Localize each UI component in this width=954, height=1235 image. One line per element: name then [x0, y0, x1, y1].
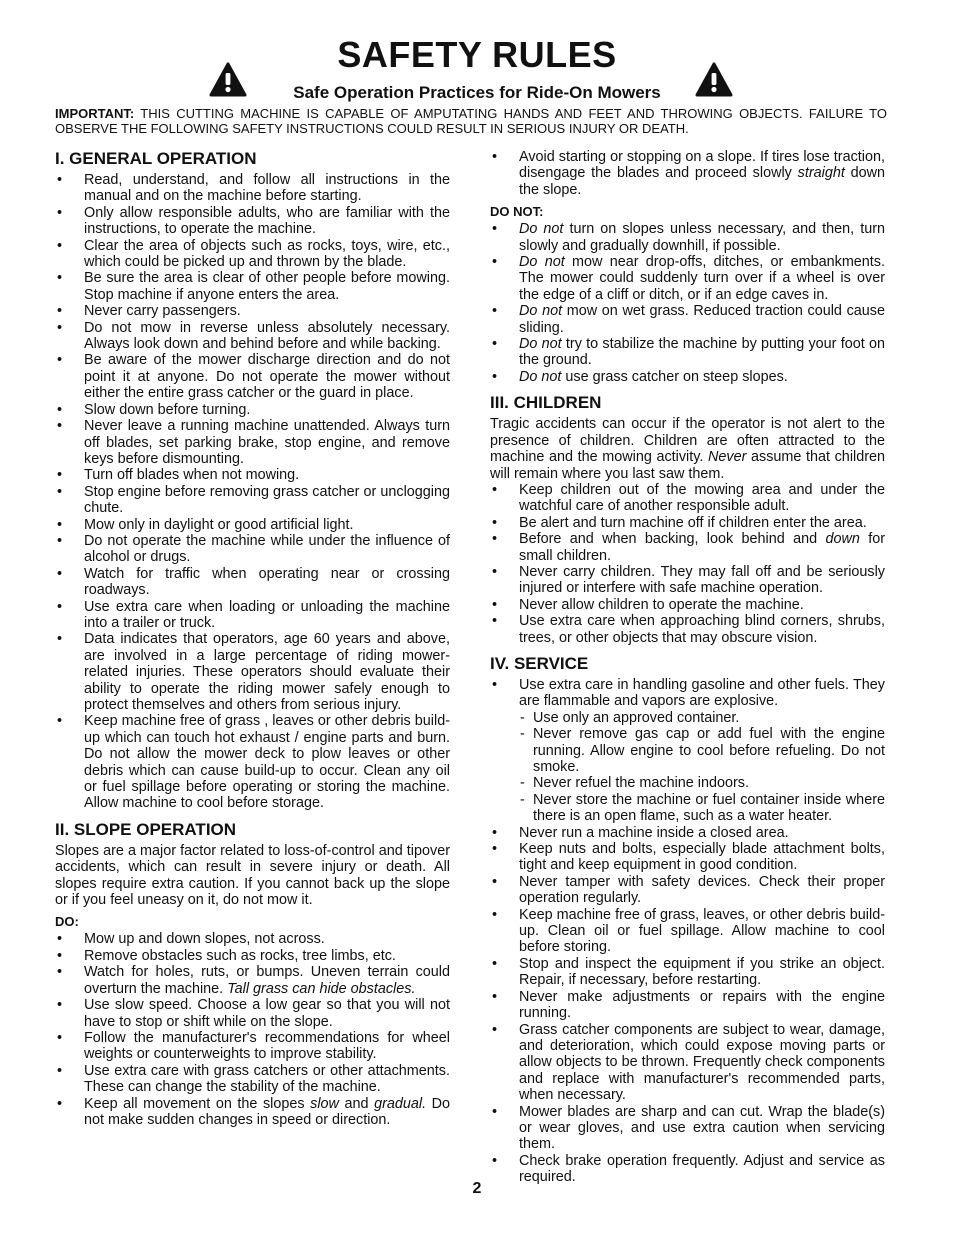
do-not-text: mow on wet grass. Reduced traction could cause sliding. — [519, 303, 885, 336]
page-title: SAFETY RULES — [337, 34, 617, 75]
service-list — [490, 677, 885, 1186]
avoid-text-b: down the slope. — [519, 165, 886, 198]
list-item: • Slow down before turning. — [55, 402, 450, 418]
do-not-text: use grass catcher on steep slopes. — [565, 368, 788, 385]
do-not-text: turn on slopes unless necessary, and then, turn slowly and gradually downhill, if possible. — [519, 221, 885, 254]
do-not-list — [490, 221, 885, 385]
children-intro-a: Tragic accidents can occur if the operator is not alert to the presence of children. Children are often attracted to the machine and the mowing activity. — [490, 416, 885, 466]
list-item: • Use extra care when loading or unloading the machine into a trailer or truck. — [55, 599, 450, 632]
page-number: 2 — [472, 1180, 482, 1197]
list-item: • Never tamper with safety devices. Check their proper operation regularly. — [490, 874, 885, 907]
keep-and: and — [344, 1095, 369, 1112]
list-item — [490, 254, 885, 303]
page-subtitle: Safe Operation Practices for Ride-On Mowers — [293, 83, 661, 102]
list-item — [490, 149, 885, 198]
list-item: • Mow up and down slopes, not across. — [55, 931, 450, 947]
list-item: • Keep machine free of grass , leaves or other debris build-up which can touch hot exhaust / engine parts and burn. Do not allow the mower deck to plow leaves or other debris which can cause build-up to occur. Clean any oil or fuel spillage before operating or storing the machine. Allow machine to cool before storage. — [55, 713, 450, 811]
list-item — [490, 369, 885, 385]
children-list — [490, 482, 885, 646]
list-item: • Never carry passengers. — [55, 303, 450, 319]
right-column — [490, 149, 885, 1186]
do-not-lead: Do not — [519, 303, 563, 320]
list-item: • Stop and inspect the equipment if you strike an object. Repair, if necessary, before restarting. — [490, 956, 885, 989]
list-item — [490, 221, 885, 254]
list-item — [55, 1096, 450, 1129]
do-not-text: mow near drop-offs, ditches, or embankments. The mower could suddenly turn over if a wheel is over the edge of a cliff or ditch, or if an edge caves in. — [519, 254, 885, 303]
do-list — [55, 931, 450, 1128]
list-item: • Clear the area of objects such as rocks, toys, wire, etc., which could be picked up and thrown by the blade. — [55, 238, 450, 271]
list-item: • Be aware of the mower discharge direction and do not point it at anyone. Do not operate the mower without either the entire grass catcher or the guard in place. — [55, 352, 450, 401]
list-item: • Never run a machine inside a closed area. — [490, 825, 885, 841]
list-item: • Use slow speed. Choose a low gear so that you will not have to stop or shift while on the slope. — [55, 997, 450, 1030]
list-item: • Mower blades are sharp and can cut. Wrap the blade(s) or wear gloves, and use extra caution when servicing them. — [490, 1104, 885, 1153]
list-item: • Stop engine before removing grass catcher or unclogging chute. — [55, 484, 450, 517]
do-not-lead: Do not — [519, 368, 562, 385]
sub-list-item: - Never remove gas cap or add fuel with the engine running. Allow engine to cool before refueling. Do not smoke. — [490, 726, 885, 775]
list-item: • Keep machine free of grass, leaves, or other debris build-up. Clean oil or fuel spillage. Allow machine to cool before storing. — [490, 907, 885, 956]
list-item: • Mow only in daylight or good artificial light. — [55, 517, 450, 533]
list-item: • Follow the manufacturer's recommendations for wheel weights or counterweights to improve stability. — [55, 1030, 450, 1063]
list-item: • Never leave a running machine unattended. Always turn off blades, set parking brake, stop engine, and remove keys before dismounting. — [55, 418, 450, 467]
important-label: IMPORTANT: — [55, 106, 135, 121]
list-item: • Keep children out of the mowing area and under the watchful care of another responsible adult. — [490, 482, 885, 515]
sub-list-item: - Never refuel the machine indoors. — [490, 775, 885, 791]
important-text: THIS CUTTING MACHINE IS CAPABLE OF AMPUTATING HANDS AND FEET AND THROWING OBJECTS. FAILURE TO OBSERVE THE FOLLOWING SAFETY INSTRUCTIONS COULD RESULT IN SERIOUS INJURY OR DEATH. — [55, 106, 887, 136]
list-item: • Never carry children. They may fall off and be seriously injured or interfere with safe machine operation. — [490, 564, 885, 597]
children-intro-never: Never — [707, 449, 747, 466]
section-heading-service: IV. SERVICE — [490, 653, 589, 673]
do-not-lead: Do not — [519, 336, 562, 353]
do-not-lead: Do not — [519, 254, 565, 271]
watch-text: Watch for holes, ruts, or bumps. Uneven terrain could overturn the machine. — [84, 964, 450, 997]
list-item: • Remove obstacles such as rocks, tree limbs, etc. — [55, 948, 450, 964]
backing-text: Before and when backing, look behind and — [519, 531, 818, 548]
keep-text-b: Do not make sudden changes in speed or direction. — [84, 1095, 451, 1128]
list-item: • Be alert and turn machine off if children enter the area. — [490, 515, 885, 531]
do-not-text: try to stabilize the machine by putting your foot on the ground. — [519, 336, 885, 369]
do-label: DO: — [55, 914, 79, 930]
list-item: • Use extra care in handling gasoline and other fuels. They are flammable and vapors are explosive. — [490, 677, 885, 710]
avoid-list — [490, 149, 885, 198]
list-item: • Data indicates that operators, age 60 years and above, are involved in a large percentage of riding mower-related injuries. These operators should evaluate their ability to operate the riding mower safely enough to protect themselves and others from serious injury. — [55, 631, 450, 713]
do-not-lead: Do not — [519, 221, 564, 238]
sub-list-item: - Never store the machine or fuel container inside where there is an open flame, such as a water heater. — [490, 792, 885, 825]
list-item: • Turn off blades when not mowing. — [55, 467, 450, 483]
list-item: • Use extra care when approaching blind corners, shrubs, trees, or other objects that may obscure vision. — [490, 613, 885, 646]
warning-icon — [695, 62, 733, 98]
important-notice — [55, 106, 887, 136]
list-item: • Do not mow in reverse unless absolutely necessary. Always look down and behind before and while backing. — [55, 320, 450, 353]
list-item: • Only allow responsible adults, who are familiar with the instructions, to operate the machine. — [55, 205, 450, 238]
keep-text: Keep all movement on the slopes — [84, 1095, 305, 1112]
general-list — [55, 172, 450, 812]
left-column — [55, 149, 450, 1128]
list-item — [490, 531, 885, 564]
list-item: • Watch for traffic when operating near or crossing roadways. — [55, 566, 450, 599]
list-item — [490, 336, 885, 369]
section-heading-slope: II. SLOPE OPERATION — [55, 819, 237, 839]
list-item: • Be sure the area is clear of other people before mowing. Stop machine if anyone enters the area. — [55, 270, 450, 303]
list-item: • Do not operate the machine while under the influence of alcohol or drugs. — [55, 533, 450, 566]
watch-italic: Tall grass can hide obstacles. — [227, 980, 416, 997]
list-item: • Grass catcher components are subject to wear, damage, and deterioration, which could expose moving parts or allow objects to be thrown. Frequently check components and replace with manufacturer's recommended parts, when necessary. — [490, 1022, 885, 1104]
keep-slow: slow — [310, 1095, 339, 1112]
avoid-text: Avoid starting or stopping on a slope. If tires lose traction, disengage the blades and proceed slowly — [519, 149, 885, 182]
list-item: • Check brake operation frequently. Adjust and service as required. — [490, 1153, 885, 1186]
list-item: • Read, understand, and follow all instructions in the manual and on the machine before starting. — [55, 172, 450, 205]
do-not-label: DO NOT: — [490, 204, 544, 220]
avoid-straight: straight — [797, 165, 845, 182]
backing-text-b: for small children. — [519, 531, 886, 564]
list-item: • Keep nuts and bolts, especially blade attachment bolts, tight and keep equipment in good condition. — [490, 841, 885, 874]
list-item: • Use extra care with grass catchers or other attachments. These can change the stability of the machine. — [55, 1063, 450, 1096]
backing-down: down — [825, 531, 860, 548]
sub-list-item: - Use only an approved container. — [490, 710, 885, 726]
section-heading-general: I. GENERAL OPERATION — [55, 149, 257, 168]
slope-intro: Slopes are a major factor related to loss-of-control and tipover accidents, which can result in severe injury or death. All slopes require extra caution. If you cannot back up the slope or if you feel uneasy on it, do not mow it. — [55, 842, 450, 909]
list-item — [55, 964, 450, 997]
list-item — [490, 303, 885, 336]
children-intro-b: assume that children will remain where you last saw them. — [490, 449, 886, 482]
list-item: • Never allow children to operate the machine. — [490, 597, 885, 613]
section-heading-children: III. CHILDREN — [490, 393, 602, 413]
children-intro — [490, 416, 885, 482]
list-item: • Never make adjustments or repairs with the engine running. — [490, 989, 885, 1022]
keep-gradual: gradual. — [374, 1095, 427, 1112]
